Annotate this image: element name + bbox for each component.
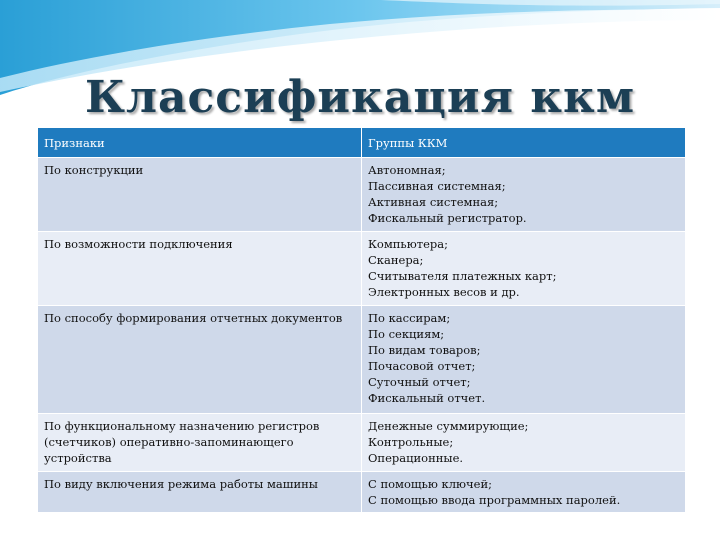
table-row [38,306,686,414]
feature-cell: По функциональному назначению регистров (счетчиков) оперативно-запоминающего устройства [38,414,362,472]
feature-cell: По конструкции [38,158,362,232]
group-item: Фискальный отчет. [368,391,486,405]
group-item: Контрольные; [368,435,454,449]
feature-cell: По виду включения режима работы машины [38,472,362,513]
header-features: Признаки [38,128,362,158]
group-item: С помощью ввода программных паролей. [368,493,621,507]
group-item: По секциям; [368,327,445,341]
table-header-row [38,128,686,158]
group-item: Автономная; [368,163,446,177]
classification-table [37,127,686,513]
groups-cell [362,472,686,513]
group-item: Денежные суммирующие; [368,419,529,433]
group-item: По кассирам; [368,311,451,325]
group-item: Считывателя платежных карт; [368,269,557,283]
table-row [38,472,686,513]
table-row [38,232,686,306]
group-item: Почасовой отчет; [368,359,476,373]
group-item: Электронных весов и др. [368,285,520,299]
group-item: С помощью ключей; [368,477,492,491]
group-item: Операционные. [368,451,464,465]
groups-cell [362,158,686,232]
group-item: Компьютера; [368,237,448,251]
feature-cell: По способу формирования отчетных документов [38,306,362,414]
groups-cell [362,414,686,472]
group-item: Фискальный регистратор. [368,211,527,225]
groups-cell [362,306,686,414]
group-item: Активная системная; [368,195,499,209]
group-item: Сканера; [368,253,424,267]
table-row [38,158,686,232]
group-item: Суточный отчет; [368,375,471,389]
group-item: По видам товаров; [368,343,481,357]
slide-title: Классификация ккм [84,72,636,123]
header-groups: Группы ККМ [362,128,686,158]
table-row [38,414,686,472]
groups-cell [362,232,686,306]
feature-cell: По возможности подключения [38,232,362,306]
group-item: Пассивная системная; [368,179,506,193]
